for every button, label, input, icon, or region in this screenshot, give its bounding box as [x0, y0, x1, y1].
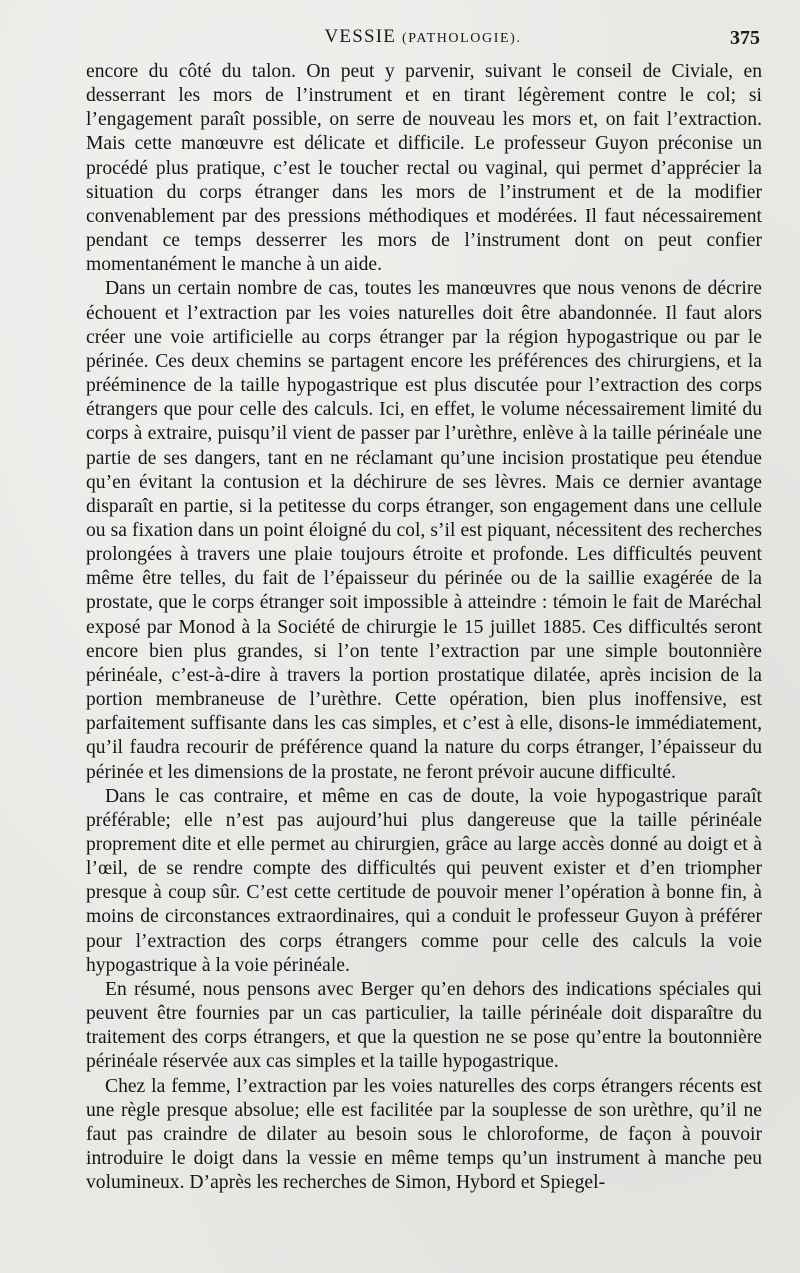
paragraph: Dans le cas contraire, et même en cas de doute, la voie hypogastrique paraît préférable; elle n’est pas aujourd’hui plus dangereuse que la taille périnéale proprement dite et elle permet au chirurgien, grâce au large accès donné au doigt et à l’œil, de se rendre compte des difficultés qui peuvent exister et d’en triompher presque à coup sûr. C’est cette certitude de pouvoir mener l’opération à bonne fin, à moins de circonstances extraordinaires, qui a conduit le professeur Guyon à préférer pour l’extraction des corps étrangers comme pour celle des calculs la voie hypogastrique à la voie périnéale. [86, 785, 762, 976]
page-number: 375 [730, 27, 760, 49]
running-title [86, 26, 760, 48]
body-text [86, 60, 762, 1195]
running-title-main: VESSIE [324, 26, 397, 47]
paragraph: Dans un certain nombre de cas, toutes les manœuvres que nous venons de décrire échouent et l’extraction par les voies naturelles doit être abandonnée. Il faut alors créer une voie artificielle au corps étranger par la région hypogastrique ou par le périnée. Ces deux chemins se partagent encore les préférences des chirurgiens, et la prééminence de la taille hypogastrique est plus discutée pour l’extraction des corps étrangers que pour celle des calculs. Ici, en effet, le volume nécessairement limité du corps à extraire, puisqu’il vient de passer par l’urèthre, enlève à la taille périnéale une partie de ses dangers, tant en ne réclamant qu’une incision prostatique peu étendue qu’en évitant la contusion et la déchirure de ses lèvres. Mais ce dernier avantage disparaît en partie, si la petitesse du corps étranger, son engagement dans une cellule ou sa fixation dans un point éloigné du col, s’il est piquant, nécessitent des recherches prolongées à travers une plaie toujours étroite et profonde. Les difficultés peuvent même être telles, du fait de l’épaisseur du périnée ou de la saillie exagérée de la prostate, que le corps étranger soit impossible à atteindre : témoin le fait de Maréchal exposé par Monod à la Société de chirurgie le 15 juillet 1885. Ces difficultés seront encore bien plus grandes, si l’on tente l’extraction par une simple boutonnière périnéale, c’est-à-dire à travers la portion prostatique dilatée, après incision de la portion membraneuse de l’urèthre. Cette opération, bien plus inoffensive, est parfaitement suffisante dans les cas simples, et c’est à elle, disons-le immédiatement, qu’il faudra recourir de préférence quand la nature du corps étranger, l’épaisseur du périnée et les dimensions de la prostate, ne feront prévoir aucune difficulté. [86, 278, 762, 783]
page-header [86, 26, 760, 52]
paragraph: En résumé, nous pensons avec Berger qu’en dehors des indications spéciales qui peuvent être fournies par un cas particulier, la taille périnéale doit disparaître du traitement des corps étrangers, et que la question ne se pose qu’entre la boutonnière périnéale réservée aux cas simples et la taille hypogastrique. [86, 978, 762, 1073]
running-title-sub: (PATHOLOGIE). [402, 31, 522, 46]
paragraph: Chez la femme, l’extraction par les voies naturelles des corps étrangers récents est une règle presque absolue; elle est facilitée par la souplesse de son urèthre, qu’il ne faut pas craindre de dilater au besoin sous le chloroforme, de façon à pouvoir introduire le doigt dans la vessie en même temps qu’un instrument à manche peu volumineux. D’après les recherches de Simon, Hybord et Spiegel- [86, 1075, 762, 1194]
paragraph: encore du côté du talon. On peut y parvenir, suivant le conseil de Civiale, en desserrant les mors de l’instrument et en tirant légèrement contre le col; si l’engagement paraît possible, on serre de nouveau les mors et, on fait l’extraction. Mais cette manœuvre est délicate et difficile. Le professeur Guyon préconise un procédé plus pratique, c’est le toucher rectal ou vaginal, qui permet d’apprécier la situation du corps étranger dans les mors de l’instrument et de la modifier convenablement par des pressions méthodiques et modérées. Il faut nécessairement pendant ce temps desserrer les mors de l’instrument dont on peut confier momentanément le manche à un aide. [86, 61, 762, 276]
